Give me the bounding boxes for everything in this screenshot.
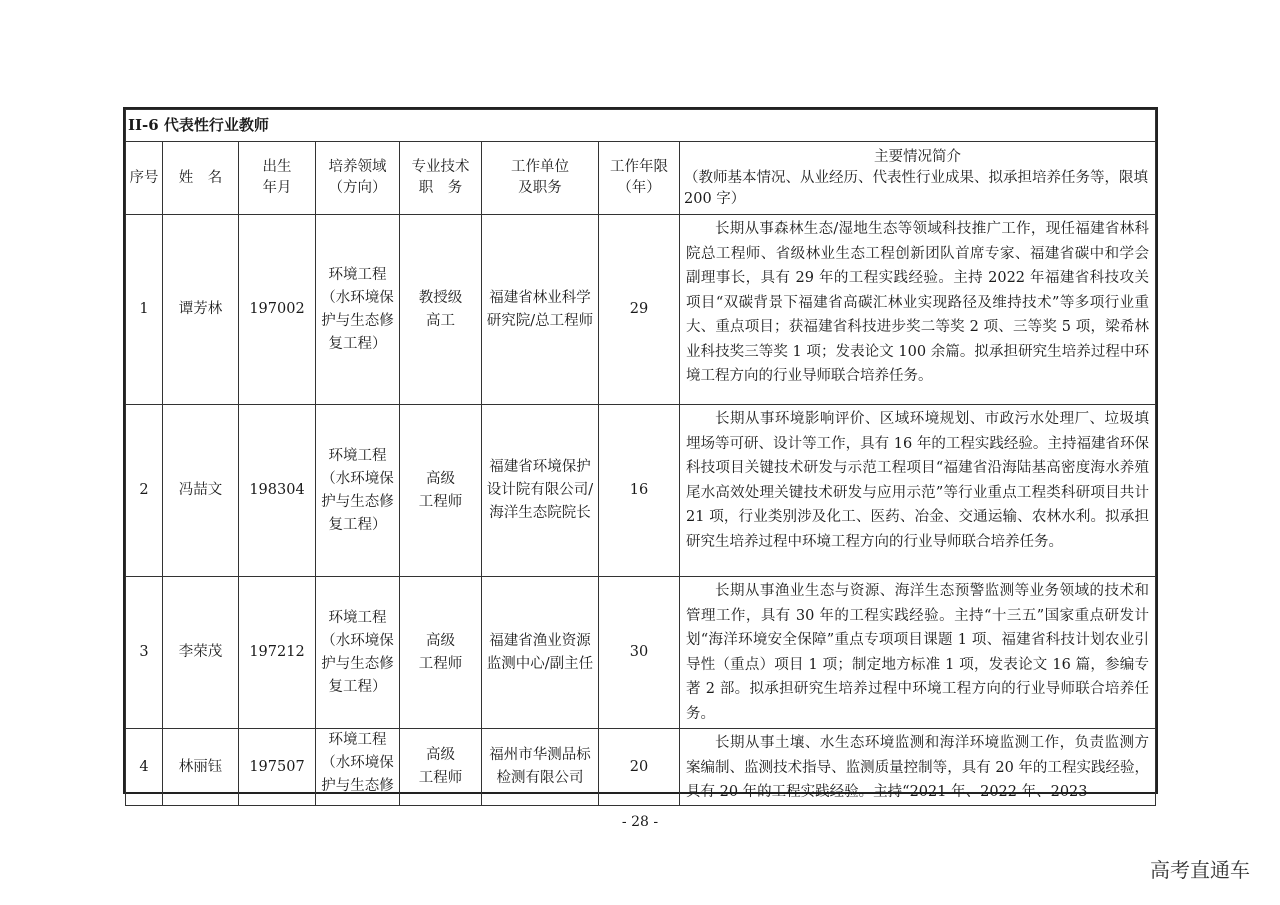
row-name: 谭芳林 (163, 215, 239, 405)
row-unit: 福建省渔业资源 监测中心/副主任 (482, 577, 599, 729)
page-number: - 28 - (621, 814, 659, 830)
table-row (126, 405, 1156, 577)
row-years: 20 (599, 729, 680, 806)
row-summary-cell (680, 729, 1156, 806)
table-row (126, 729, 1156, 806)
row-summary: 长期从事渔业生态与资源、海洋生态预警监测等业务领域的技术和管理工作，具有 30 年的工程实践经验。主持“十三五”国家重点研发计划“海洋环境安全保障”重点专项项目课题 1 项、福建省科技计划农业引导性（重点）项目 1 项；制定地方标准 1 项，发表论文 16 篇，参编专著 2 部。拟承担研究生培养过程中环境工程方向的行业导师联合培养任务。 (680, 577, 1156, 729)
header-summary-title: 主要情况简介 (874, 148, 961, 165)
header-name: 姓 名 (163, 142, 239, 215)
row-unit: 福建省环境保护 设计院有限公司/ 海洋生态院院长 (482, 405, 599, 577)
row-field: 环境工程 （水环境保 护与生态修 复工程） (316, 577, 400, 729)
teacher-table-sheet (123, 107, 1158, 800)
table-row (126, 577, 1156, 729)
header-field: 培养领域 （方向） (316, 142, 400, 215)
row-summary: 长期从事土壤、水生态环境监测和海洋环境监测工作，负责监测方案编制、监测技术指导、监测质量控制等，具有 20 年的工程实践经验，具有 20 年的工程实践经验。主持“2021 年、2022 年、2023 (686, 735, 1149, 800)
row-no: 4 (126, 729, 163, 806)
header-years: 工作年限 （年） (599, 142, 680, 215)
table-row (126, 215, 1156, 405)
header-summary-note: （教师基本情况、从业经历、代表性行业成果、拟承担培养任务等，限填 200 字） (684, 169, 1148, 207)
row-birth: 197212 (239, 577, 316, 729)
row-title: 教授级 高工 (400, 215, 482, 405)
row-years: 30 (599, 577, 680, 729)
header-summary (680, 142, 1156, 215)
row-no: 3 (126, 577, 163, 729)
row-birth: 198304 (239, 405, 316, 577)
row-summary: 长期从事环境影响评价、区域环境规划、市政污水处理厂、垃圾填埋场等可研、设计等工作，具有 16 年的工程实践经验。主持福建省环保科技项目关键技术研发与示范工程项目“福建省沿海陆基高密度海水养殖尾水高效处理关键技术研发与应用示范”等行业重点工程类科研项目共计 21 项，行业类别涉及化工、医药、冶金、交通运输、农林水利。拟承担研究生培养过程中环境工程方向的行业导师联合培养任务。 (680, 405, 1156, 577)
row-title: 高级 工程师 (400, 577, 482, 729)
table-header-row (126, 142, 1156, 215)
row-birth: 197507 (239, 729, 316, 806)
teacher-table (125, 109, 1156, 806)
row-unit: 福州市华测品标 检测有限公司 (482, 729, 599, 806)
row-name: 林丽钰 (163, 729, 239, 806)
row-unit: 福建省林业科学 研究院/总工程师 (482, 215, 599, 405)
row-title: 高级 工程师 (400, 729, 482, 806)
row-birth: 197002 (239, 215, 316, 405)
row-years: 16 (599, 405, 680, 577)
row-field: 环境工程 （水环境保 护与生态修 复工程） (316, 215, 400, 405)
row-name: 冯喆文 (163, 405, 239, 577)
row-name: 李荣茂 (163, 577, 239, 729)
row-no: 1 (126, 215, 163, 405)
row-field: 环境工程 （水环境保 护与生态修 (316, 729, 400, 806)
row-no: 2 (126, 405, 163, 577)
section-title: II-6 代表性行业教师 (126, 110, 1156, 142)
header-unit: 工作单位 及职务 (482, 142, 599, 215)
row-field: 环境工程 （水环境保 护与生态修 复工程） (316, 405, 400, 577)
row-summary: 长期从事森林生态/湿地生态等领域科技推广工作，现任福建省林科院总工程师、省级林业生态工程创新团队首席专家、福建省碳中和学会副理事长，具有 29 年的工程实践经验。主持 2022 年福建省科技攻关项目“双碳背景下福建省高碳汇林业实现路径及维持技术”等多项行业重大、重点项目；获福建省科技进步奖二等奖 2 项、三等奖 5 项，梁希林业科技奖三等奖 1 项；发表论文 100 余篇。拟承担研究生培养过程中环境工程方向的行业导师联合培养任务。 (680, 215, 1156, 405)
row-years: 29 (599, 215, 680, 405)
header-birth: 出生 年月 (239, 142, 316, 215)
header-no: 序号 (126, 142, 163, 215)
header-title: 专业技术 职 务 (400, 142, 482, 215)
watermark-text: 高考直通车 (1150, 858, 1250, 882)
row-title: 高级 工程师 (400, 405, 482, 577)
